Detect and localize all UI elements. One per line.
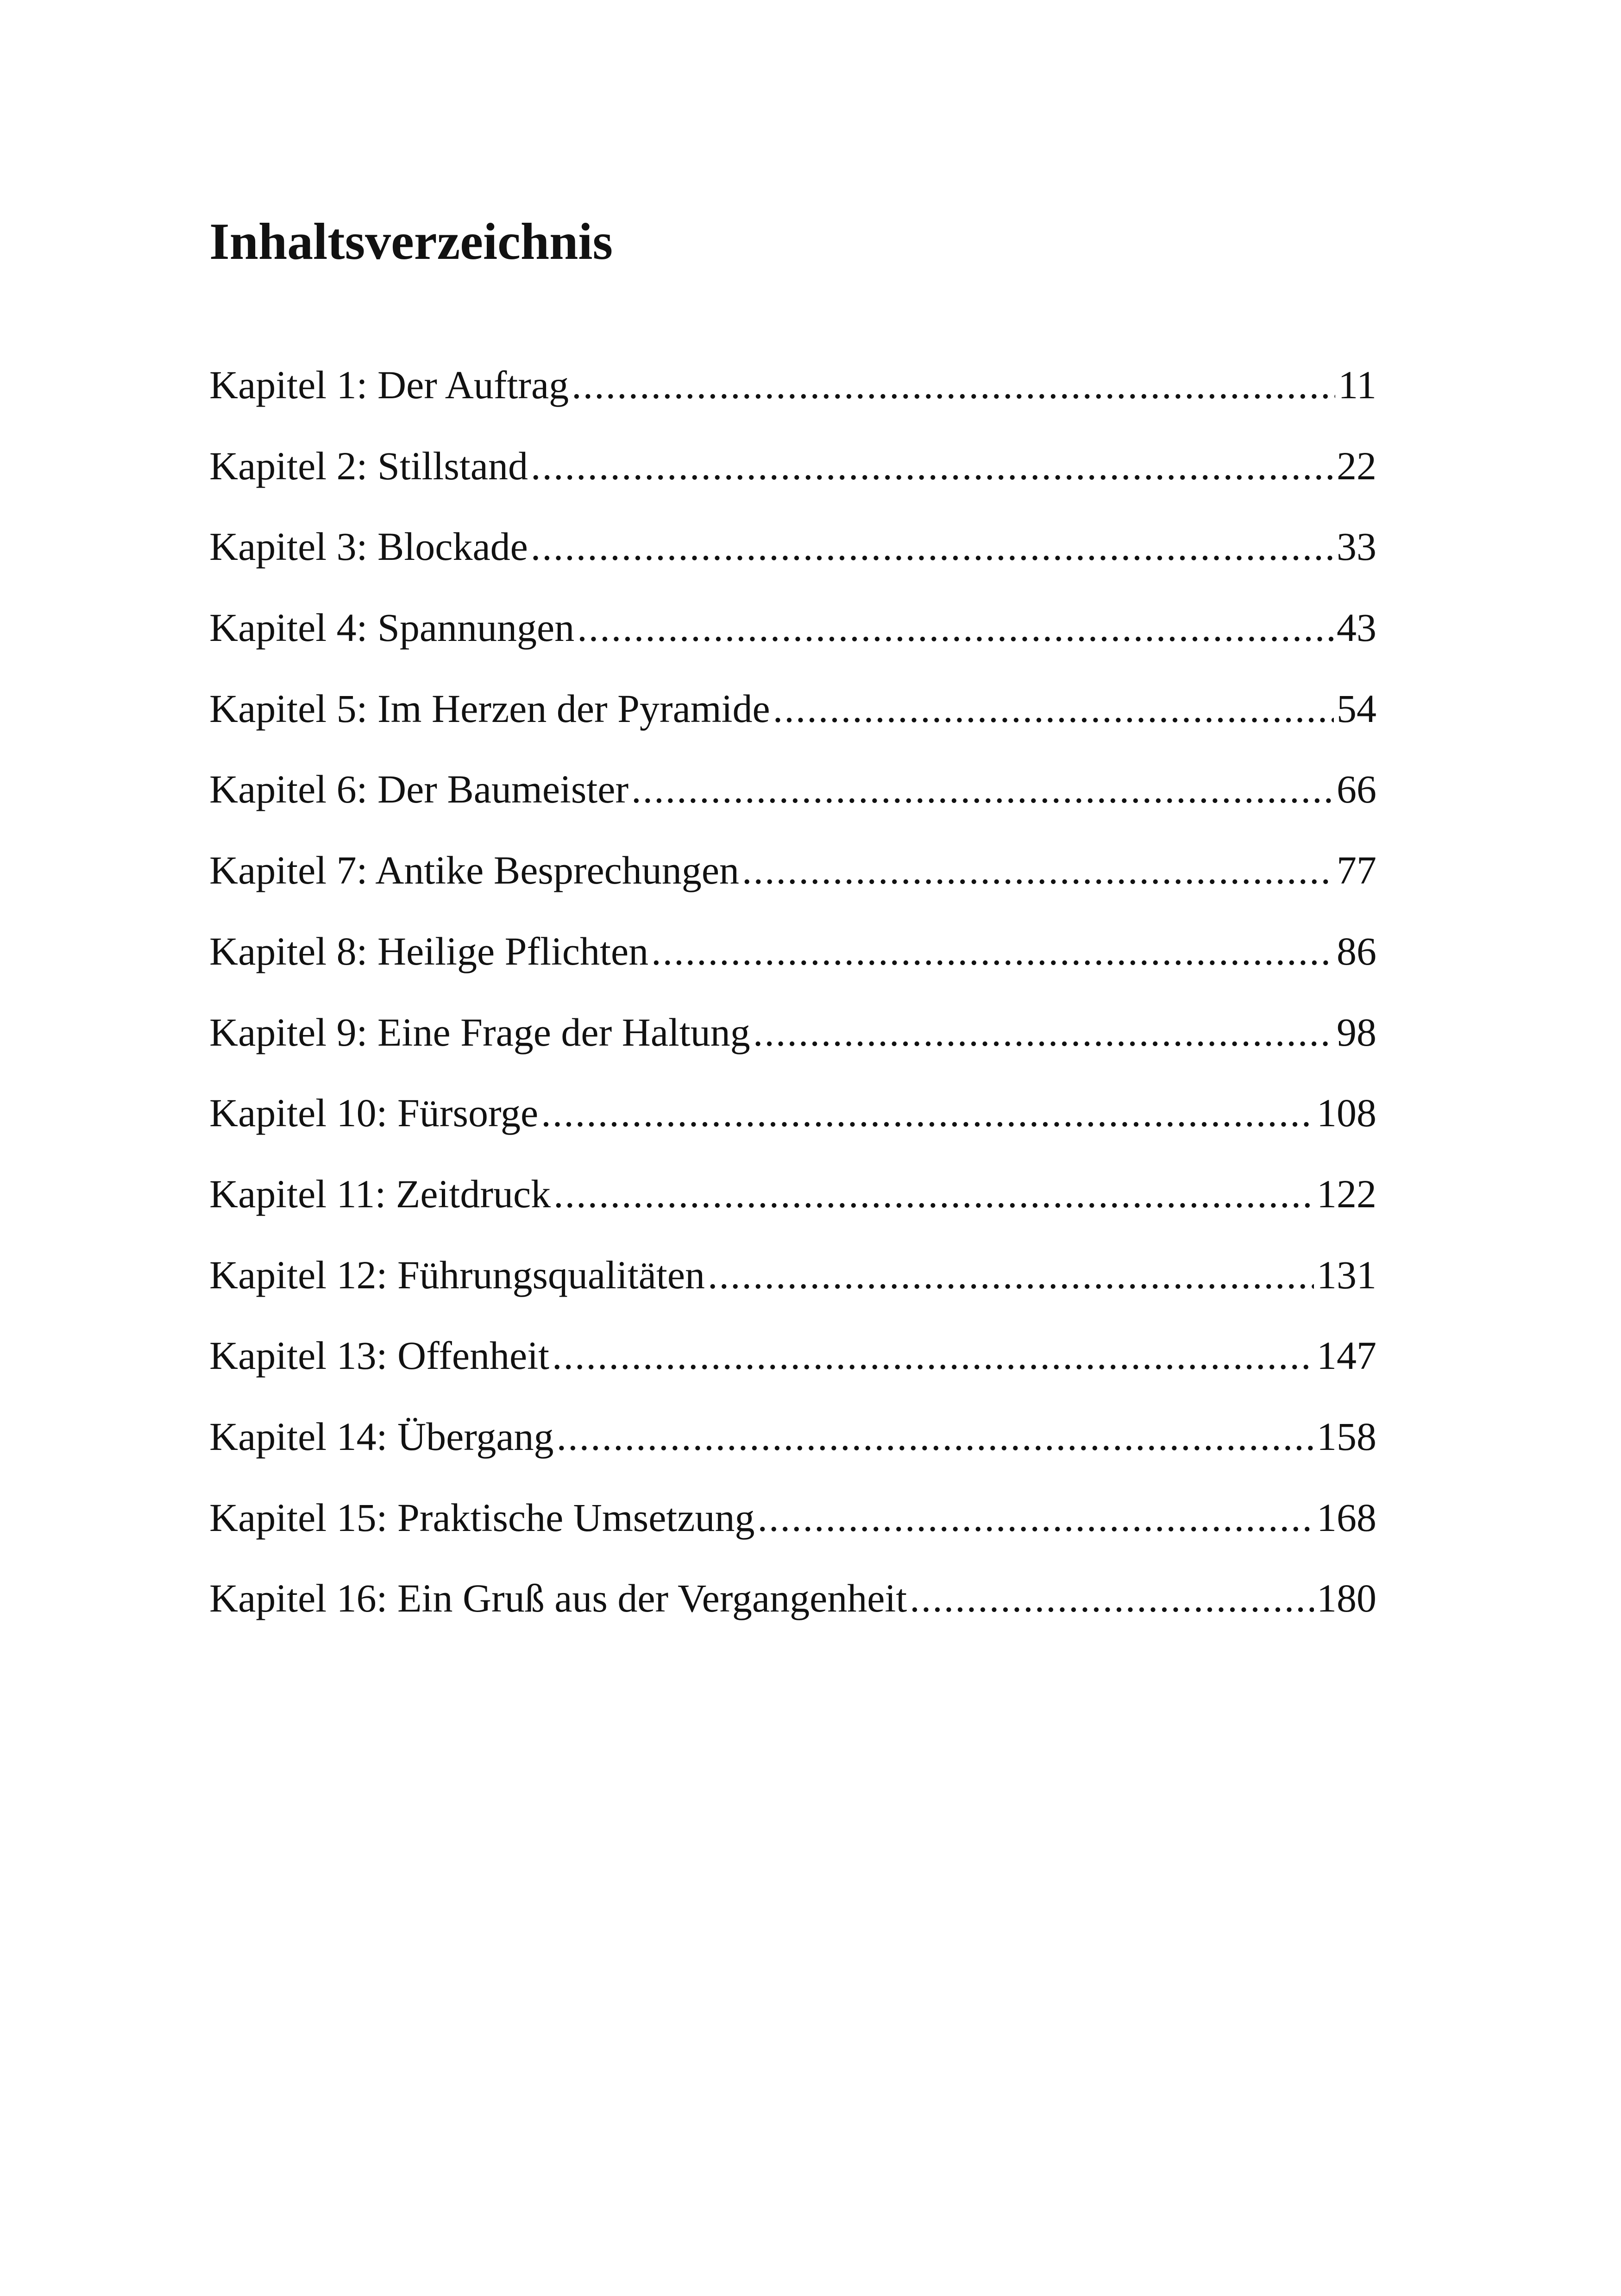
toc-entry-page-number: 180 xyxy=(1317,1576,1376,1621)
toc-entry-label: Kapitel 1: Der Auftrag xyxy=(209,363,569,407)
toc-entry-page-number: 131 xyxy=(1317,1252,1376,1297)
toc-entry[interactable] xyxy=(209,1170,1376,1251)
toc-entry-page-number: 11 xyxy=(1338,363,1376,407)
toc-entry[interactable] xyxy=(209,442,1376,523)
dot-leader xyxy=(552,1332,1314,1380)
dot-leader xyxy=(910,1575,1314,1622)
toc-entry-label: Kapitel 8: Heilige Pflichten xyxy=(209,928,649,973)
toc-entry-label: Kapitel 5: Im Herzen der Pyramide xyxy=(209,686,770,731)
toc-entry-label: Kapitel 2: Stillstand xyxy=(209,443,528,488)
dot-leader xyxy=(531,442,1334,490)
toc-entry[interactable] xyxy=(209,1494,1376,1575)
dot-leader xyxy=(753,1009,1334,1056)
toc-entry[interactable] xyxy=(209,685,1376,766)
dot-leader xyxy=(531,523,1334,571)
toc-entry-page-number: 33 xyxy=(1337,524,1376,569)
toc-entry[interactable] xyxy=(209,1332,1376,1413)
toc-entry-page-number: 86 xyxy=(1337,928,1376,973)
dot-leader xyxy=(773,685,1334,733)
toc-entry-page-number: 66 xyxy=(1337,767,1376,812)
toc-entry-page-number: 43 xyxy=(1337,605,1376,650)
toc-entry-label: Kapitel 14: Übergang xyxy=(209,1414,554,1459)
dot-leader xyxy=(553,1170,1314,1218)
toc-entry[interactable] xyxy=(209,361,1376,442)
toc-entry-label: Kapitel 15: Praktische Umsetzung xyxy=(209,1495,755,1540)
toc-entry-page-number: 108 xyxy=(1317,1091,1376,1135)
toc-entry-label: Kapitel 16: Ein Gruß aus der Vergangenheit xyxy=(209,1576,907,1621)
dot-leader xyxy=(651,928,1334,975)
toc-entry-label: Kapitel 7: Antike Besprechungen xyxy=(209,848,739,893)
toc-entry-page-number: 22 xyxy=(1337,443,1376,488)
dot-leader xyxy=(757,1494,1314,1542)
toc-entry-label: Kapitel 11: Zeitdruck xyxy=(209,1171,551,1216)
toc-entry[interactable] xyxy=(209,604,1376,685)
dot-leader xyxy=(708,1251,1314,1299)
dot-leader xyxy=(541,1089,1314,1137)
toc-entry-page-number: 54 xyxy=(1337,686,1376,731)
toc-entry[interactable] xyxy=(209,1009,1376,1090)
toc-entry-page-number: 77 xyxy=(1337,848,1376,893)
toc-entry-page-number: 147 xyxy=(1317,1333,1376,1378)
dot-leader xyxy=(742,847,1334,894)
dot-leader xyxy=(557,1413,1314,1461)
toc-entry-label: Kapitel 12: Führungsqualitäten xyxy=(209,1252,705,1297)
toc-entry-label: Kapitel 3: Blockade xyxy=(209,524,528,569)
toc-entry[interactable] xyxy=(209,523,1376,604)
toc-entry[interactable] xyxy=(209,847,1376,928)
toc-entry-label: Kapitel 6: Der Baumeister xyxy=(209,767,629,812)
toc-entry[interactable] xyxy=(209,1413,1376,1494)
toc-entry-label: Kapitel 9: Eine Frage der Haltung xyxy=(209,1010,750,1054)
dot-leader xyxy=(631,765,1334,813)
toc-entry[interactable] xyxy=(209,1575,1376,1656)
toc-entry[interactable] xyxy=(209,765,1376,847)
toc-entry[interactable] xyxy=(209,928,1376,1009)
table-of-contents xyxy=(209,361,1376,1656)
toc-entry-page-number: 98 xyxy=(1337,1010,1376,1054)
page-title: Inhaltsverzeichnis xyxy=(209,213,613,270)
toc-entry[interactable] xyxy=(209,1251,1376,1332)
dot-leader xyxy=(572,361,1335,409)
toc-entry-page-number: 158 xyxy=(1317,1414,1376,1459)
toc-entry[interactable] xyxy=(209,1089,1376,1170)
toc-entry-page-number: 168 xyxy=(1317,1495,1376,1540)
toc-entry-label: Kapitel 4: Spannungen xyxy=(209,605,575,650)
toc-entry-page-number: 122 xyxy=(1317,1171,1376,1216)
toc-entry-label: Kapitel 10: Fürsorge xyxy=(209,1091,539,1135)
dot-leader xyxy=(577,604,1334,652)
toc-entry-label: Kapitel 13: Offenheit xyxy=(209,1333,549,1378)
